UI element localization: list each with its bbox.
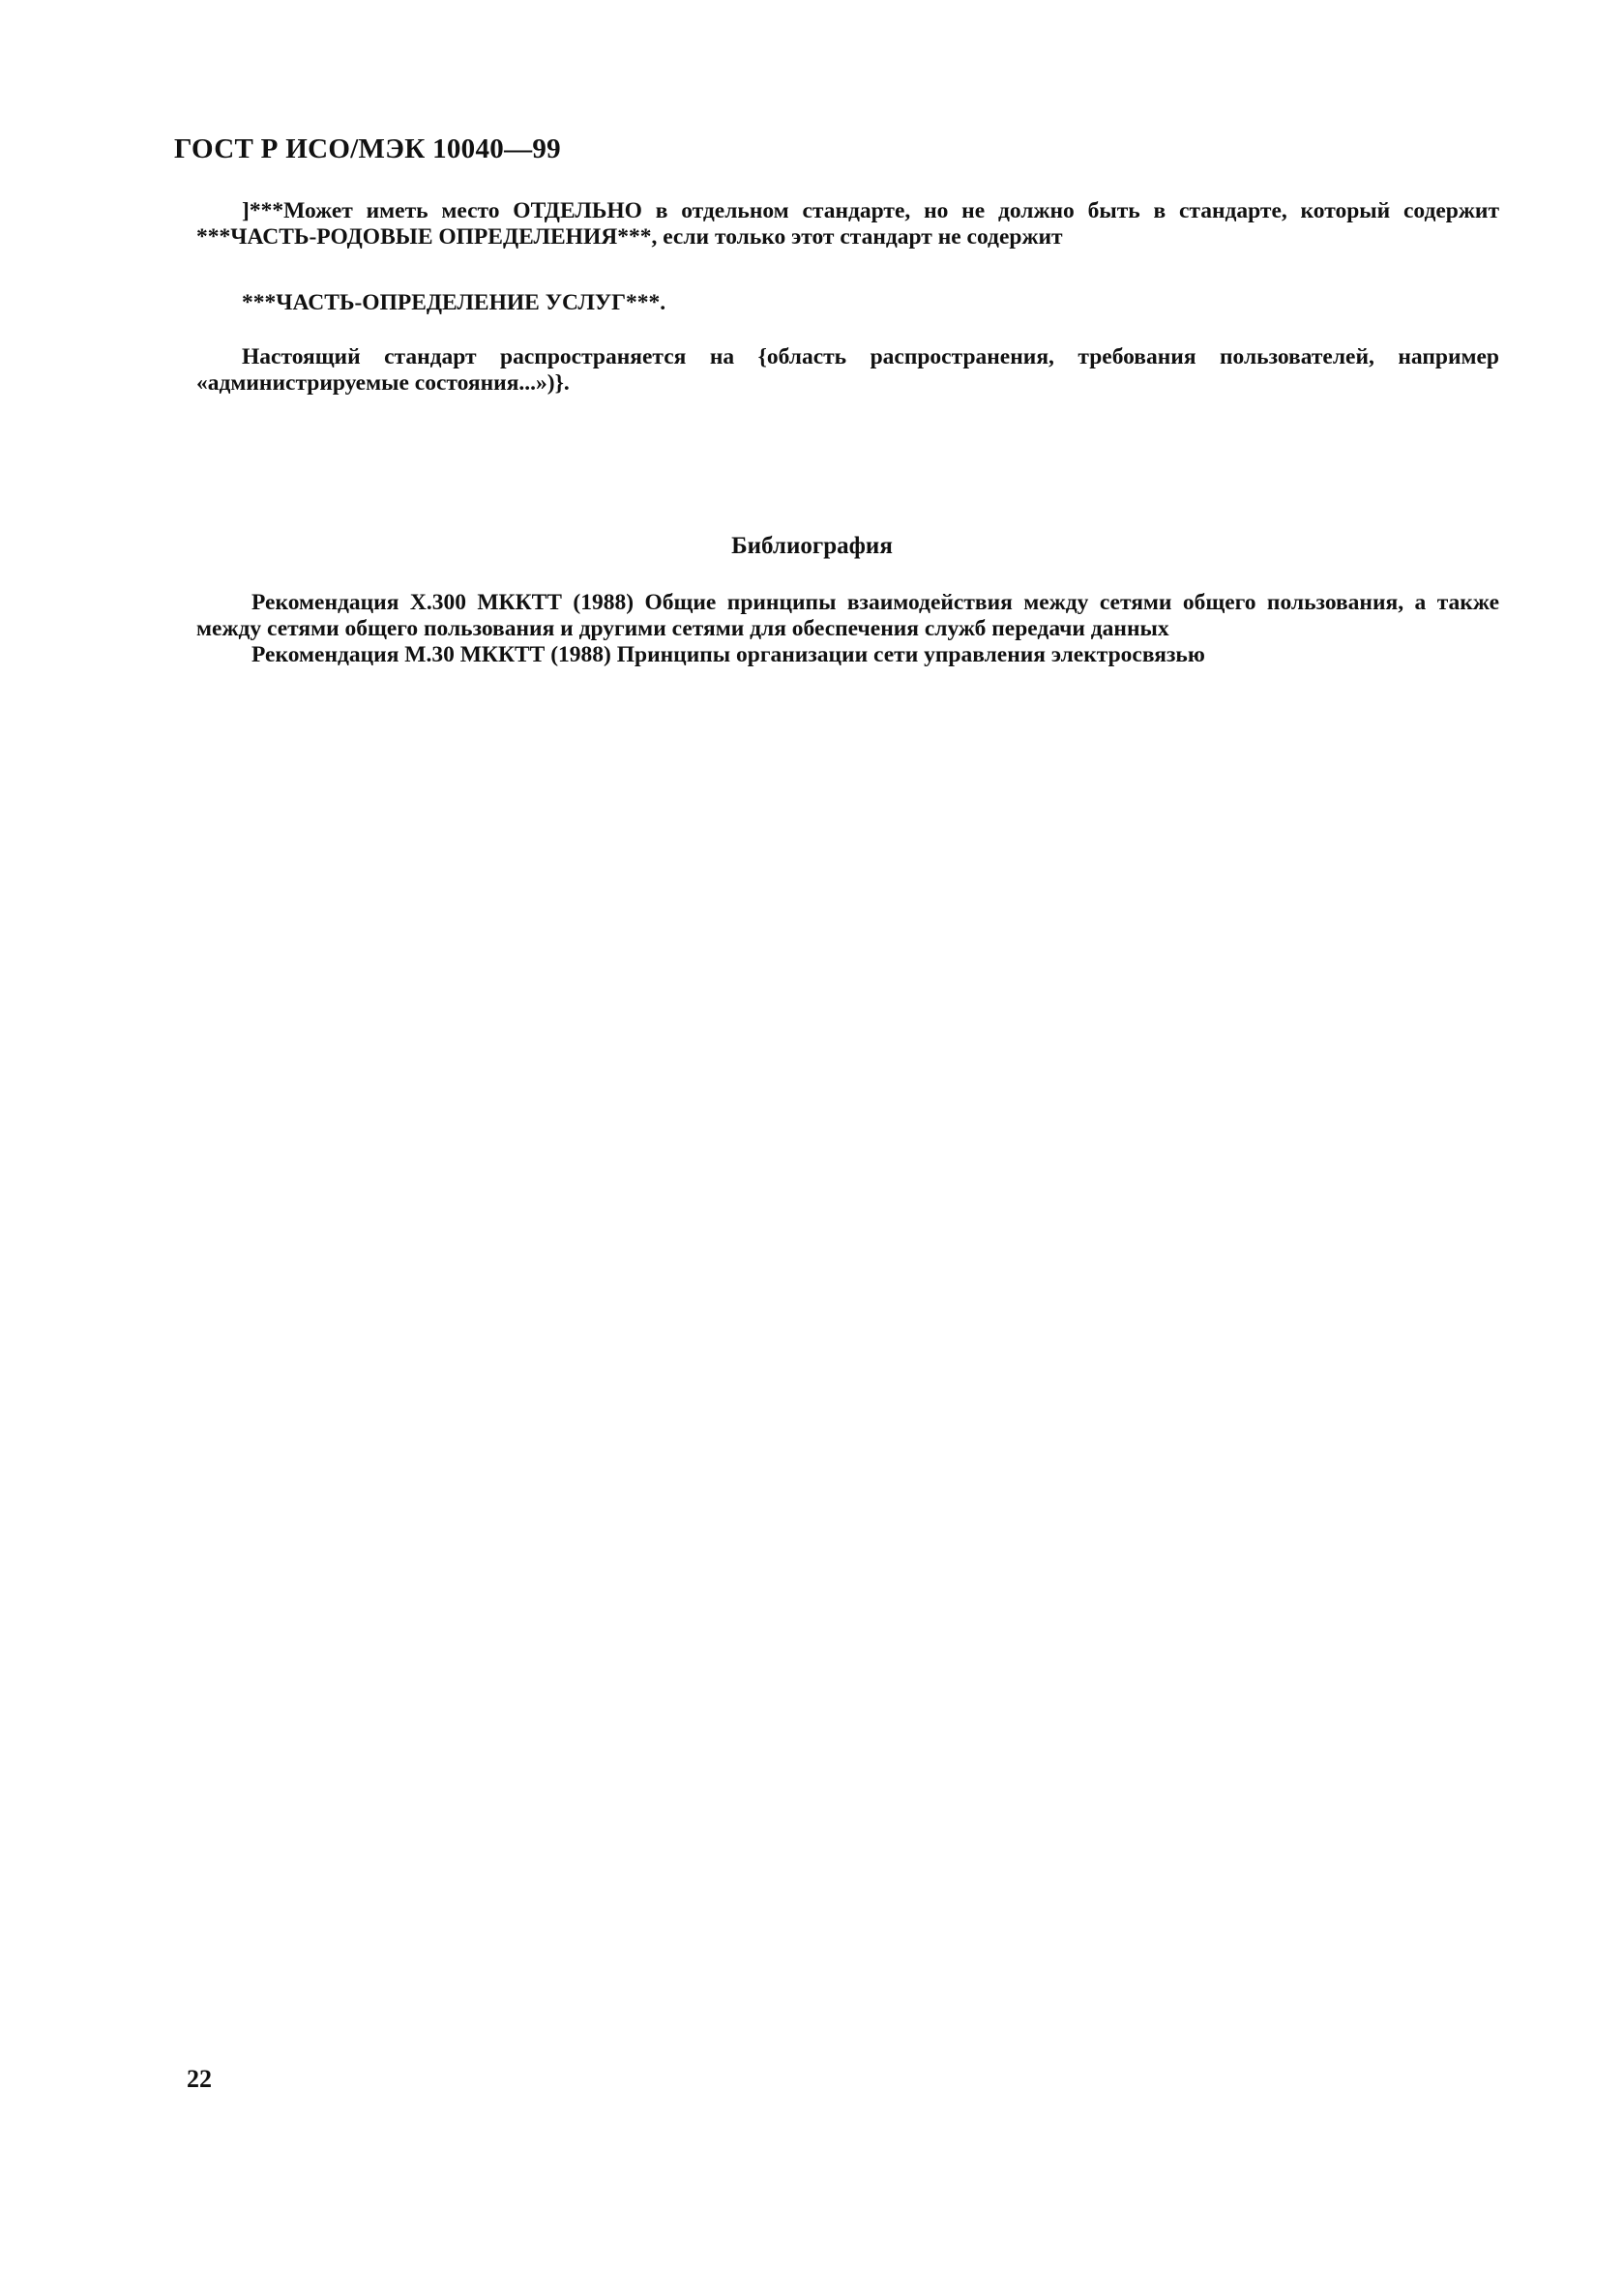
standard-header: ГОСТ Р ИСО/МЭК 10040—99 (174, 133, 561, 164)
bibliography-title: Библиография (731, 533, 893, 559)
paragraph-scope (196, 344, 1499, 397)
bibliography-list (196, 590, 1499, 668)
bibliography-item: Рекомендация X.300 МККТТ (1988) Общие принципы взаимодействия между сетями общего пользования, а также между сетями общего пользования и другими сетями для обеспечения служб передачи данных (196, 590, 1499, 641)
paragraph-text: Настоящий стандарт распространяется на {область распространения, требования пользователей, например «администрируемые состояния...»)}. (196, 344, 1499, 396)
paragraph-separate-standard-note (196, 198, 1499, 250)
paragraph-text: ]***Может иметь место ОТДЕЛЬНО в отдельном стандарте, но не должно быть в стандарте, который содержит ***ЧАСТЬ-РОДОВЫЕ ОПРЕДЕЛЕНИЯ***, если только этот стандарт не содержит (196, 198, 1499, 250)
page-number: 22 (187, 2065, 212, 2093)
paragraph-service-definition: ***ЧАСТЬ-ОПРЕДЕЛЕНИЕ УСЛУГ***. (242, 290, 666, 315)
bibliography-item: Рекомендация М.30 МККТТ (1988) Принципы организации сети управления электросвязью (251, 642, 1205, 667)
